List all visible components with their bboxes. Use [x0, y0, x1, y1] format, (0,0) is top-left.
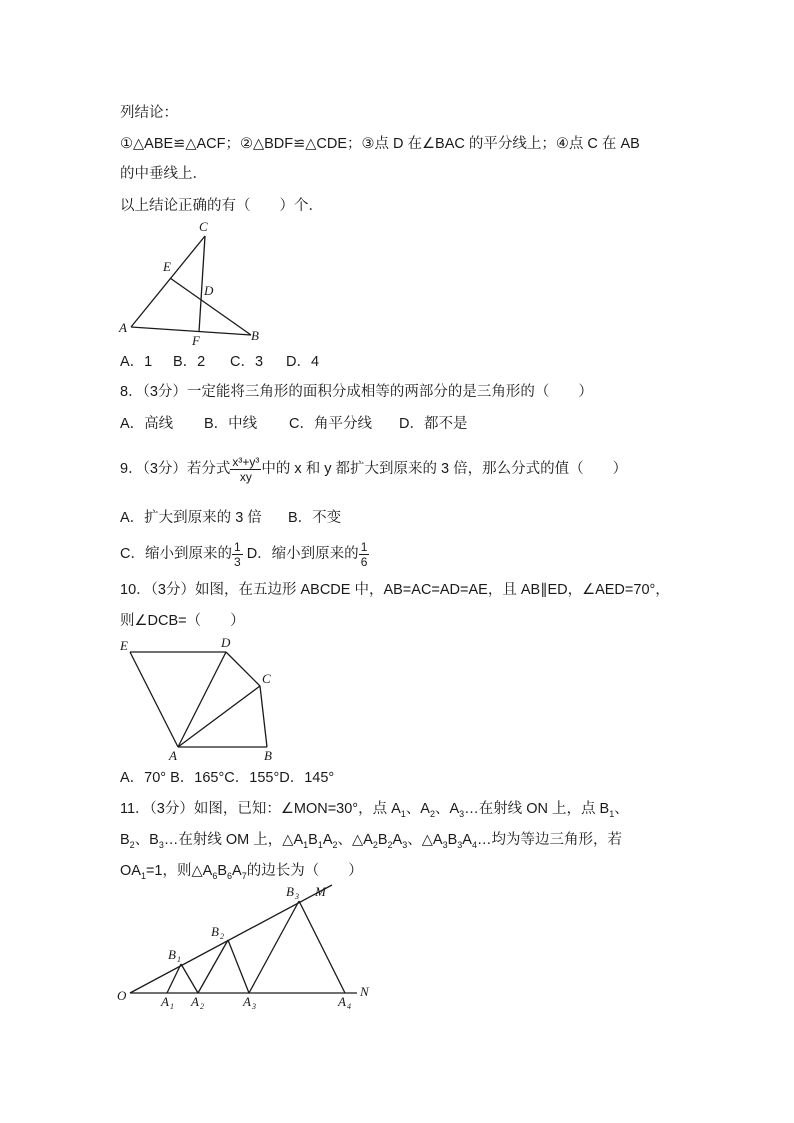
q7-label-d: D [204, 283, 214, 298]
q8-option-c[interactable]: C．角平分线 [289, 416, 372, 432]
q11-label-n: N [360, 984, 369, 999]
q10-stem-line2: 则∠DCB=（ ） [120, 613, 245, 629]
svg-text:1: 1 [177, 955, 181, 964]
q8-option-d[interactable]: D．都不是 [399, 416, 468, 432]
q11-label-a2: A [191, 994, 199, 1009]
q7-option-a[interactable]: A．1 [120, 354, 153, 370]
q11-label-b3: B [286, 884, 294, 899]
q10-stem-line1: 10．（3分）如图，在五边形 ABCDE 中，AB=AC=AD=AE，且 AB∥ED，∠AED=70°， [120, 582, 670, 598]
q7-option-d[interactable]: D．4 [286, 354, 320, 370]
q11-label-b2: B [211, 924, 219, 939]
q11-stem-line3: $OA_1=1$，则$\triangle A_6B_6A_7$的边长为（ ） [120, 863, 363, 881]
q9-option-d[interactable] [246, 539, 370, 569]
q11-label-a3: A [243, 994, 251, 1009]
q9-fraction-num: x³+y³ [232, 454, 260, 469]
q9-option-d-text: D．缩小到原来的 [246, 546, 359, 562]
q10-figure [112, 634, 282, 769]
q7-label-e: E [163, 259, 171, 274]
q7-conclusions-line2: 的中垂线上． [120, 166, 207, 182]
q11-label-m: M [315, 884, 326, 899]
q9-option-a[interactable]: A．扩大到原来的 3 倍 [120, 510, 262, 526]
q9-stem [120, 450, 627, 488]
q11-stem-line2: $B_2$、$B_3\dots$在射线 OM 上，$\triangle A_1B_1A_2$、$\triangle A_2B_2A_3$、$\triangle A_3B_3A_4\dots$均为等边三角形，若 [120, 832, 622, 850]
svg-text:2: 2 [220, 932, 224, 941]
q10-label-e: E [120, 638, 128, 653]
svg-text:4: 4 [347, 1002, 351, 1011]
q7-options [120, 352, 319, 372]
svg-text:3: 3 [295, 892, 299, 901]
svg-text:1: 1 [170, 1002, 174, 1011]
q8-option-a[interactable]: A．高线 [120, 416, 174, 432]
q10-label-a: A [169, 748, 177, 763]
q9-stem-a: 9．（3分）若分式 [120, 461, 231, 477]
q11-figure [112, 880, 382, 1019]
q8-stem: 8．（3分）一定能将三角形的面积分成相等的两部分的是三角形的（ ） [120, 384, 593, 400]
q7-tail: 列结论： [120, 105, 178, 121]
q9-option-c-den: 3 [233, 554, 241, 569]
q8-options [120, 414, 467, 434]
q9-option-b[interactable]: B．不变 [288, 510, 342, 526]
q9-options-cd [120, 538, 369, 570]
q9-option-c-text: C．缩小到原来的 [120, 546, 232, 562]
q7-option-b[interactable]: B．2 [173, 354, 206, 370]
q10-options[interactable]: A．70° B．165°C．155°D．145° [120, 770, 335, 786]
q7-label-b: B [251, 328, 259, 343]
q9-option-d-fraction [359, 540, 370, 569]
q9-options-ab [120, 508, 341, 528]
q9-option-d-den: 6 [360, 554, 368, 569]
q9-option-d-num: 1 [360, 539, 368, 554]
q7-option-c[interactable]: C．3 [230, 354, 264, 370]
q7-figure [112, 216, 272, 354]
q9-fraction [230, 455, 261, 484]
q9-option-c-num: 1 [233, 539, 241, 554]
q9-option-c-fraction [232, 540, 243, 569]
q11-label-b1: B [168, 947, 176, 962]
q7-prompt: 以上结论正确的有（ ）个． [120, 198, 323, 214]
svg-text:3: 3 [252, 1002, 256, 1011]
q11-label-a1: A [161, 994, 169, 1009]
q9-stem-b: 中的 x 和 y 都扩大到原来的 3 倍，那么分式的值（ ） [261, 461, 628, 477]
q10-label-b: B [264, 748, 272, 763]
q10-label-d: D [221, 635, 231, 650]
q11-label-a4: A [338, 994, 346, 1009]
q7-label-a: A [119, 320, 127, 335]
q9-option-c[interactable] [120, 539, 243, 569]
q7-conclusions-line1: ①△ABE≌△ACF；②△BDF≌△CDE；③点 D 在∠BAC 的平分线上；④点 C 在 AB [120, 136, 640, 152]
svg-text:2: 2 [200, 1002, 204, 1011]
q8-option-b[interactable]: B．中线 [204, 416, 258, 432]
q7-label-f: F [192, 333, 200, 348]
q7-label-c: C [199, 219, 208, 234]
q10-label-c: C [262, 671, 271, 686]
q11-label-o: O [117, 988, 127, 1003]
q11-stem-line1: 11．（3分）如图，已知：∠MON=30°，点 $A_1$、$A_2$、$A_3\dots$在射线 ON 上，点 $B_1$、 [120, 801, 629, 819]
q9-fraction-den: xy [239, 469, 252, 484]
